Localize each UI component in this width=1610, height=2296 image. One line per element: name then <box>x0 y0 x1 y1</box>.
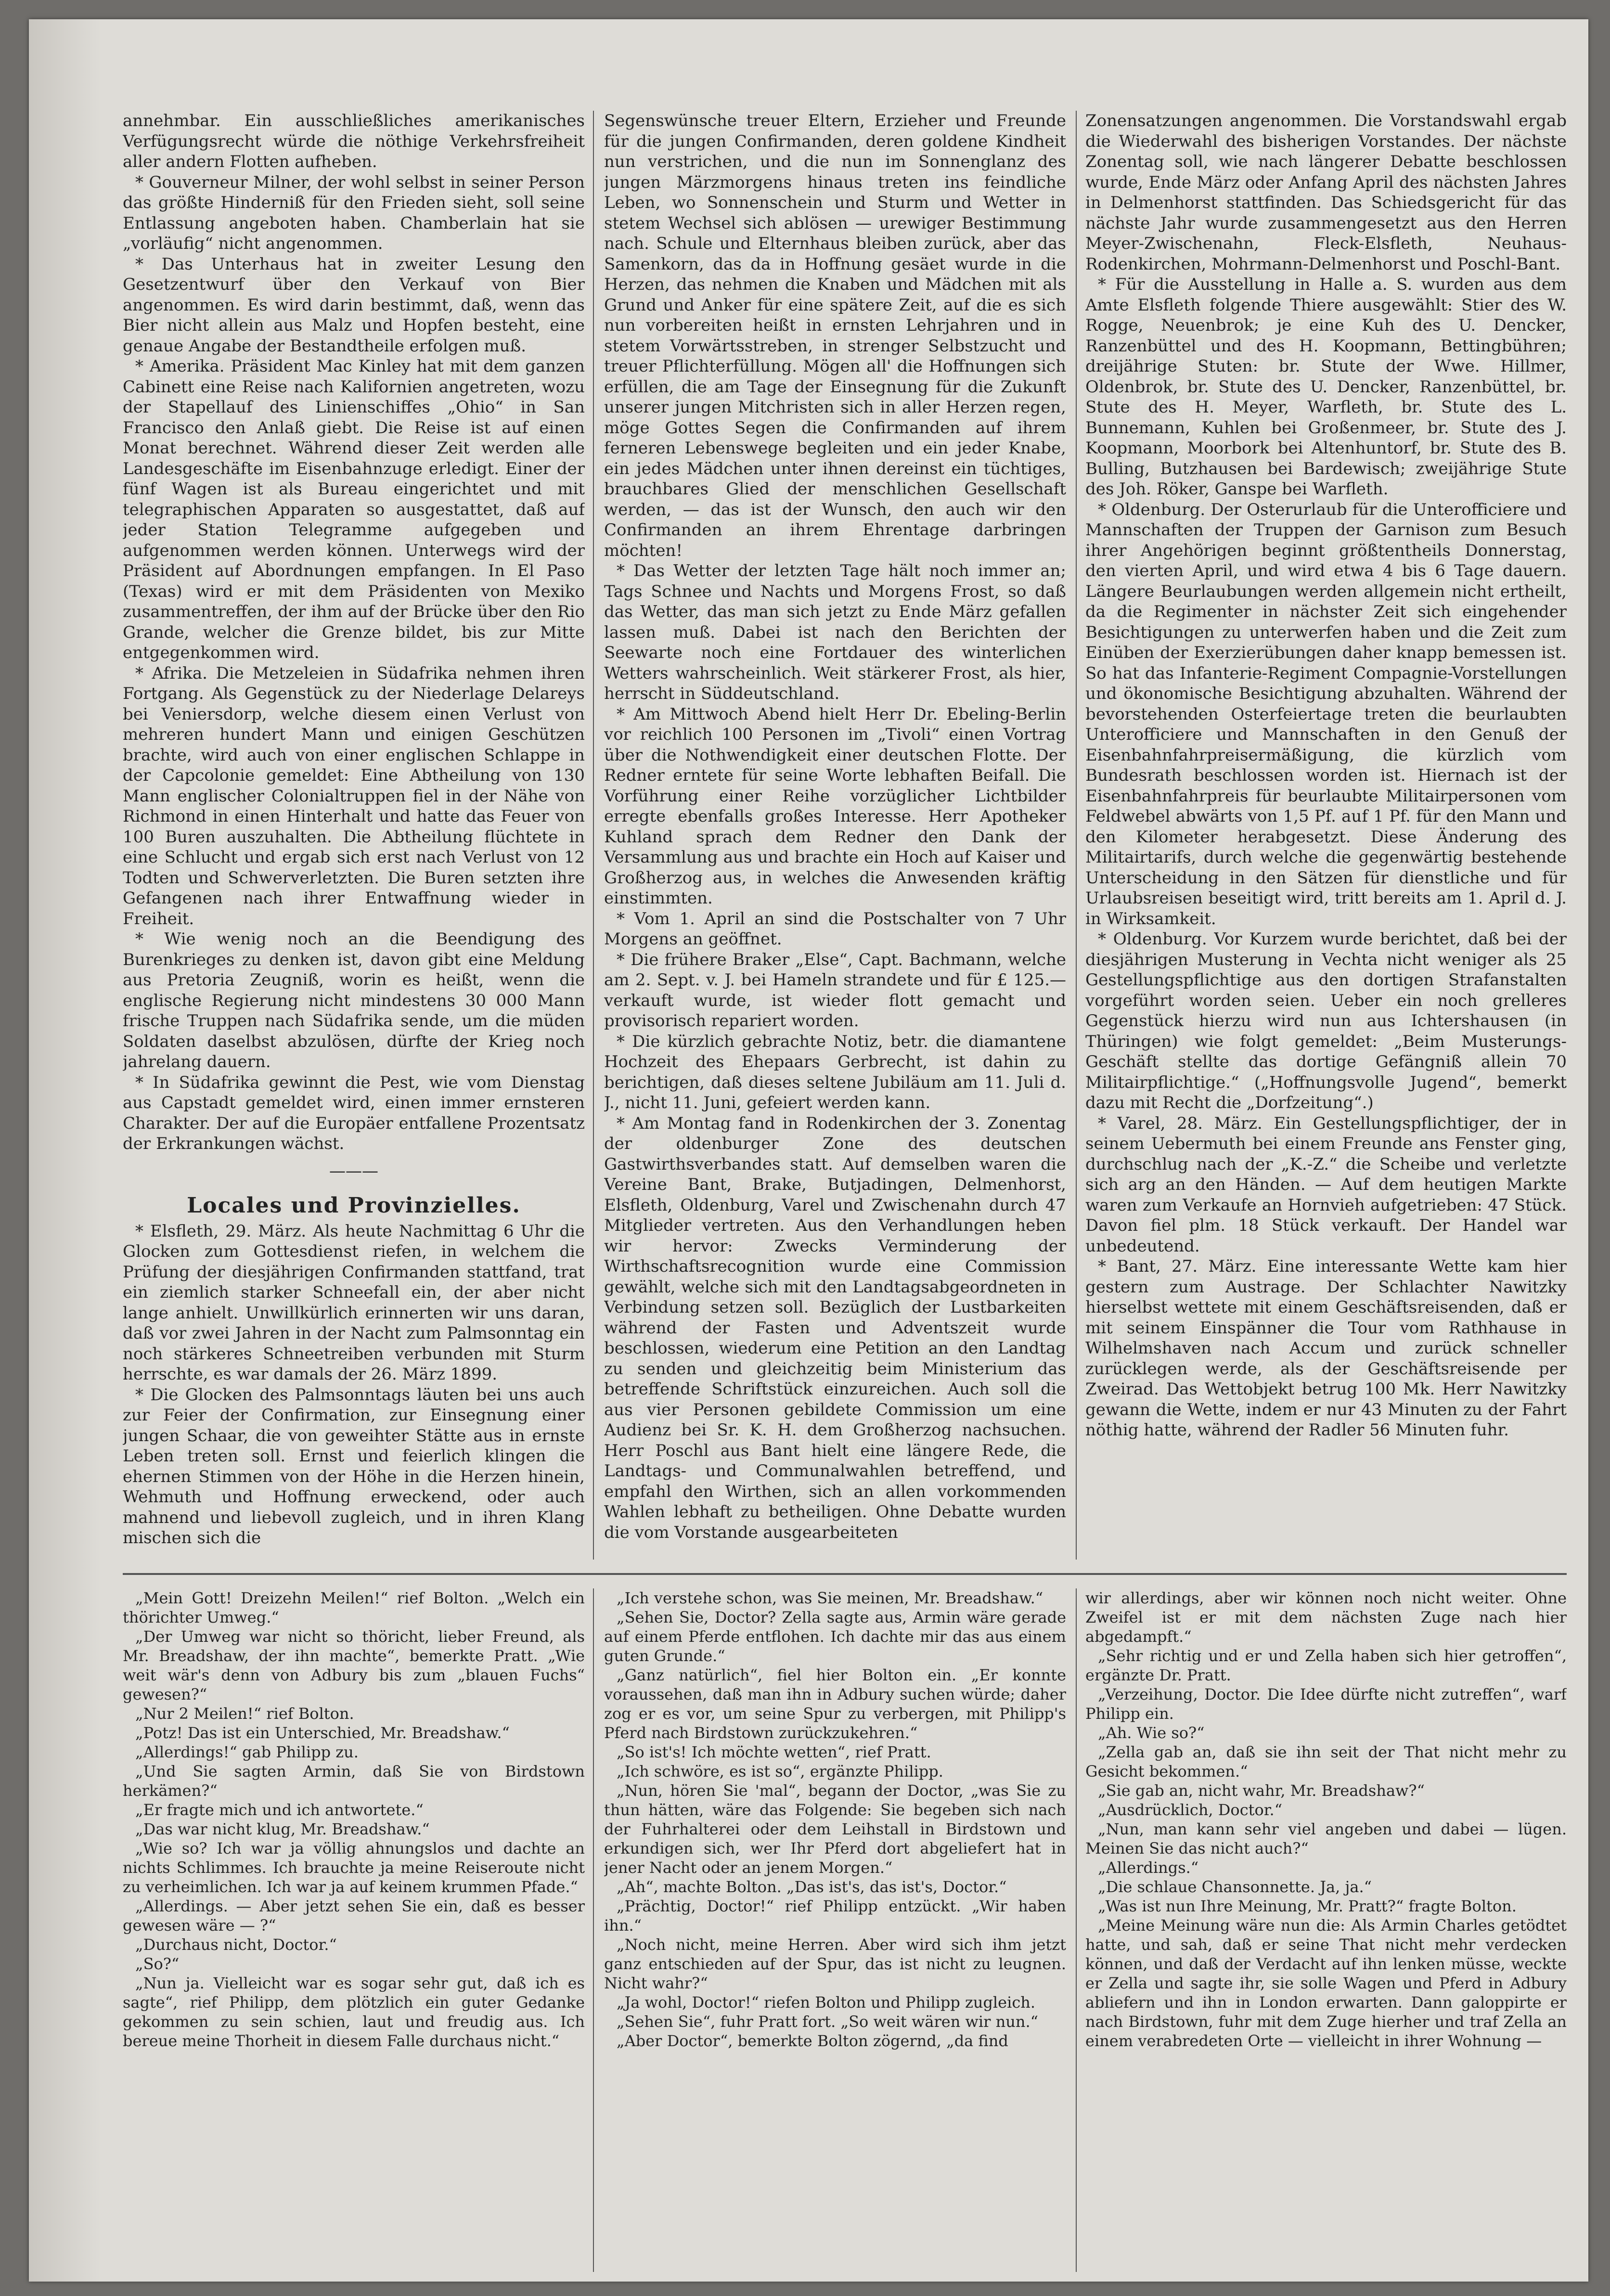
article-paragraph: * Die kürzlich gebrachte Notiz, betr. die diamantene Hochzeit des Ehepaars Gerbrecht, ist dahin zu berichtigen, daß dieses seltene Jubiläum am 11. Juli d. J., nicht 11. Juni, gefeiert werden kann. <box>604 1032 1066 1112</box>
dialogue-line: „Allerdings.“ <box>1098 1858 1199 1877</box>
dialogue-line: „Allerdings!“ gab Philipp zu. <box>135 1743 359 1761</box>
article-paragraph: * Oldenburg. Vor Kurzem wurde berichtet, daß bei der diesjährigen Musterung in Vechta nicht weniger als 25 Gestellungspflichtige aus den dortigen Strafanstalten vorgeführt worden seien. Ueber ein noch grelleres Gegenstück hierzu wird nun aus Ichtershausen (in Thüringen) wie folgt gemeldet: „Beim Musterungs-Geschäft stellte das dortige Gefängniß allein 70 Militairpflichtige.“ („Hoffnungsvolle Jugend“, bemerkt dazu mit Recht die „Dorfzeitung“.) <box>1085 929 1567 1112</box>
section-separator: ——— <box>329 1161 378 1181</box>
section-title: Locales und Provinzielles. <box>187 1193 521 1218</box>
dialogue-line: „Sie gab an, nicht wahr, Mr. Breadshaw?“ <box>1098 1781 1425 1800</box>
article-paragraph: * Das Wetter der letzten Tage hält noch immer an; Tags Schnee und Nachts und Morgens Frost, so daß das Wetter, das man sich jetzt zu Ende März gefallen lassen muß. Dabei ist nach den Berichten der Seewarte noch eine Fortdauer des winterlichen Wetters wahrscheinlich. Weit stärkerer Frost, als hier, herrscht in Süddeutschland. <box>604 561 1066 703</box>
local-paragraph: * Elsfleth, 29. März. Als heute Nachmittag 6 Uhr die Glocken zum Gottesdienst riefen, in welchem die Prüfung der diesjährigen Confirmanden stattfand, trat ein ziemlich starker Schneefall ein, der aber nicht lange anhielt. Unwillkürlich erinnerten wir uns daran, daß vor zwei Jahren in der Nacht zum Palmsonntag ein noch stärkeres Schneetreiben verbunden mit Sturm herrschte, es war damals der 26. März 1899. <box>123 1221 585 1384</box>
dialogue-line: „So?“ <box>135 1955 180 1973</box>
article-paragraph: * Amerika. Präsident Mac Kinley hat mit dem ganzen Cabinett eine Reise nach Kalifornien angetreten, wozu der Stapellauf des Linienschiffes „Ohio“ in San Francisco den Anlaß giebt. Die Reise ist auf einen Monat berechnet. Während dieser Zeit werden alle Landesgeschäfte im Eisenbahnzuge erledigt. Einer der fünf Wagen ist als Bureau eingerichtet und mit telegraphischen Apparaten so ausgestattet, daß auf jeder Station Telegramme aufgegeben und aufgenommen werden können. Unterwegs wird der Präsident auf Abordnungen empfangen. In El Paso (Texas) wird er mit dem Präsidenten von Mexiko zusammentreffen, der ihm auf der Brücke über den Rio Grande, welcher die Grenze bildet, bis zur Mitte entgegenkommen wird. <box>123 357 585 662</box>
dialogue-line: „Meine Meinung wäre nun die: Als Armin Charles getödtet hatte, und sah, daß er seine That nicht mehr verdecken können, und daß der Verdacht auf ihn lenken müsse, weckte er Zella und sagte ihr, sie solle Wagen und Pferd in Adbury abliefern und ihn in London erwarten. Dann galoppirte er nach Birdstown, fuhr mit dem Zuge hierher und traf Zella an einem verabredeten Orte — vielleicht in ihrer Wohnung — <box>1085 1916 1567 2050</box>
article-paragraph: * Wie wenig noch an die Beendigung des Burenkrieges zu denken ist, davon gibt eine Meldung aus Pretoria Zeugniß, worin es heißt, wenn die englische Regierung nicht mindestens 30 000 Mann frische Truppen nach Südafrika sende, um die müden Soldaten daselbst abzulösen, dürfte der Krieg noch jahrelang dauern. <box>123 929 585 1071</box>
article-paragraph: Zonensatzungen angenommen. Die Vorstandswahl ergab die Wiederwahl des bisherigen Vorstandes. Der nächste Zonentag soll, wie nach längerer Debatte beschlossen wurde, Ende März oder Anfang April des nächsten Jahres in Delmenhorst stattfinden. Das Schiedsgericht für das nächste Jahr wurde zusammengesetzt aus den Herren Meyer-Zwischenahn, Fleck-Elsfleth, Neuhaus-Rodenkirchen, Mohrmann-Delmenhorst und Poschl-Bant. <box>1085 111 1567 274</box>
article-paragraph: * Oldenburg. Der Osterurlaub für die Unterofficiere und Mannschaften der Truppen der Garnison zum Besuch ihrer Angehörigen beginnt größtentheils Donnerstag, den vierten April, und wird etwa 4 bis 6 Tage dauern. Längere Beurlaubungen werden allgemein nicht ertheilt, da die Regimenter in nächster Zeit sich eingehender Besichtigungen zu unterwerfen haben und die Zeit zum Einüben der Exerzierübungen daher knapp bemessen ist. So hat das Infanterie-Regiment Compagnie-Vorstellungen und ökonomische Besichtigung abzuhalten. Während der bevorstehenden Osterfeiertage treten die beurlaubten Unterofficiere und Mannschaften in den Genuß der Eisenbahnfahrpreisermäßigung, die kürzlich vom Bundesrath beschlossen worden ist. Hiernach ist der Eisenbahnfahrpreis für beurlaubte Militairpersonen vom Feldwebel abwärts von 1,5 Pf. auf 1 Pf. für den Mann und den Kilometer herabgesetzt. Diese Änderung des Militairtarifs, durch welche die gegenwärtig bestehende Unterscheidung in den Sätzen für dienstliche und für Urlaubsreisen beseitigt wird, tritt bereits am 1. April d. J. in Wirksamkeit. <box>1085 500 1567 929</box>
article-paragraph: Segenswünsche treuer Eltern, Erzieher und Freunde für die jungen Confirmanden, deren goldene Kindheit nun verstrichen, und die nun im Sonnenglanz des jungen Märzmorgens hinaus treten ins feindliche Leben, wo Sonnenschein und Sturm und Wetter in stetem Wechsel sich ablösen — urewiger Bestimmung nach. Schule und Elternhaus bleiben zurück, aber das Samenkorn, das da in Hoffnung gesäet wurde in die Herzen, das nehmen die Knaben und Mädchen mit als Grund und Anker für eine spätere Zeit, auf die es sich nun vorbereiten heißt in ernsten Lehrjahren und in stetem Vorwärtsstreben, in strenger Selbstzucht und treuer Pflichterfüllung. Mögen all' die Hoffnungen sich erfüllen, die am Tage der Einsegnung für die Zukunft unserer jungen Mitchristen sich in aller Herzen regen, möge Gottes Segen die Confirmanden auf ihrem ferneren Lebenswege begleiten und ein jeder Knabe, ein jedes Mädchen unter ihnen dereinst ein tüchtiges, brauchbares Glied der menschlichen Gesellschaft werden, — das ist der Wunsch, den auch wir den Confirmanden an ihrem Ehrentage darbringen möchten! <box>604 111 1066 560</box>
dialogue-line: wir allerdings, aber wir können noch nicht weiter. Ohne Zweifel ist er mit dem nächsten Zuge nach hier abgedampft.“ <box>1085 1589 1567 1646</box>
column-2 <box>604 111 1066 1560</box>
article-paragraph: * Afrika. Die Metzeleien in Südafrika nehmen ihren Fortgang. Als Gegenstück zu der Niederlage Delareys bei Veniersdorp, welche diesem einen Verlust von mehreren hundert Mann und einigen Geschützen brachte, wird auch von einer englischen Schlappe in der Capcolonie gemeldet: Eine Abtheilung von 130 Mann englischer Colonialtruppen fiel in der Nähe von Richmond in einen Hinterhalt und hatte das Feuer von 100 Buren auszuhalten. Die Abtheilung flüchtete in eine Schlucht und ergab sich erst nach Verlust von 12 Todten und Schwerverletzten. Die Buren setzten ihre Gefangenen nach ihrer Entwaffnung wieder in Freiheit. <box>123 663 585 929</box>
feuilleton-column-2 <box>604 1588 1066 2272</box>
column-3 <box>1085 111 1567 1560</box>
dialogue-line: „Was ist nun Ihre Meinung, Mr. Pratt?“ fragte Bolton. <box>1098 1897 1517 1915</box>
article-paragraph: * Varel, 28. März. Ein Gestellungspflichtiger, der in seinem Uebermuth bei einem Freunde ans Fenster ging, durchschlug nach der „K.-Z.“ die Scheibe und verletzte sich arg an den Händen. — Auf dem heutigen Markte waren zum Verkaufe an Hornvieh aufgetrieben: 47 Stück. Davon fiel plm. 18 Stück verkauft. Der Handel war unbedeutend. <box>1085 1113 1567 1256</box>
article-paragraph: * In Südafrika gewinnt die Pest, wie vom Dienstag aus Capstadt gemeldet wird, einen immer ernsteren Charakter. Der auf die Europäer entfallene Prozentsatz der Erkrankungen wächst. <box>123 1072 585 1153</box>
dialogue-line: „Die schlaue Chansonnette. Ja, ja.“ <box>1098 1878 1372 1896</box>
dialogue-line: „Ja wohl, Doctor!“ riefen Bolton und Philipp zugleich. <box>617 1993 1036 2012</box>
dialogue-line: „Durchaus nicht, Doctor.“ <box>135 1935 337 1954</box>
dialogue-line: „Verzeihung, Doctor. Die Idee dürfte nicht zutreffen“, warf Philipp ein. <box>1085 1685 1567 1723</box>
article-paragraph: annehmbar. Ein ausschließliches amerikanisches Verfügungsrecht würde die nöthige Verkehrsfreiheit aller andern Flotten aufheben. <box>123 111 585 171</box>
dialogue-line: „Zella gab an, daß sie ihn seit der That nicht mehr zu Gesicht bekommen.“ <box>1085 1743 1567 1780</box>
dialogue-line: „Nun, hören Sie 'mal“, begann der Doctor, „was Sie zu thun hätten, wäre das Folgende: Sie begeben sich nach der Fuhrhalterei oder dem Leihstall in Birdstown und erkundigen sich, wer Ihr Pferd dort abgeliefert hat in jener Nacht oder an jenem Morgen.“ <box>604 1781 1066 1877</box>
dialogue-line: „Ich schwöre, es ist so“, ergänzte Philipp. <box>617 1762 943 1780</box>
dialogue-line: „Wie so? Ich war ja völlig ahnungslos und dachte an nichts Schlimmes. Ich brauchte ja meine Reiseroute nicht zu verheimlichen. Ich war ja auf keinem krummen Pfade.“ <box>123 1839 585 1896</box>
feuilleton-column-1 <box>123 1588 585 2272</box>
dialogue-line: „Ausdrücklich, Doctor.“ <box>1098 1801 1283 1819</box>
dialogue-line: „Der Umweg war nicht so thöricht, lieber Freund, als Mr. Breadshaw, der ihn machte“, bemerkte Pratt. „Wie weit wär's denn von Adbury bis zum „blauen Fuchs“ gewesen?“ <box>123 1627 585 1703</box>
dialogue-line: „So ist's! Ich möchte wetten“, rief Pratt. <box>617 1743 931 1761</box>
local-paragraph: * Die Glocken des Palmsonntags läuten bei uns auch zur Feier der Confirmation, zur Einsegnung einer jungen Schaar, die von geweihter Stätte aus in ernste Leben treten soll. Ernst und feierlich klingen die ehernen Stimmen von der Höhe in die Herzen hinein, Wehmuth und Hoffnung erweckend, oder auch mahnend und liebevoll zugleich, und in ihren Klang mischen sich die <box>123 1385 585 1548</box>
dialogue-line: „Sehr richtig und er und Zella haben sich hier getroffen“, ergänzte Dr. Pratt. <box>1085 1647 1567 1684</box>
article-paragraph: * Bant, 27. März. Eine interessante Wette kam hier gestern zum Austrage. Der Schlachter Nawitzky hierselbst wettete mit einem Geschäftsreisenden, daß er mit seinem Einspänner die Tour vom Rathhause in Wilhelmshaven nach Accum und zurück schneller zurücklegen werde, als der Geschäftsreisende per Zweirad. Das Wettobjekt betrug 100 Mk. Herr Nawitzky gewann die Wette, indem er nur 43 Minuten zu der Fahrt nöthig hatte, während der Radler 56 Minuten fuhr. <box>1085 1257 1567 1440</box>
dialogue-line: „Ich verstehe schon, was Sie meinen, Mr. Breadshaw.“ <box>617 1589 1043 1607</box>
dialogue-line: „Das war nicht klug, Mr. Breadshaw.“ <box>135 1820 430 1838</box>
article-paragraph: * Am Montag fand in Rodenkirchen der 3. Zonentag der oldenburger Zone des deutschen Gastwirthsverbandes statt. Auf demselben waren die Vereine Bant, Brake, Butjadingen, Delmenhorst, Elsfleth, Oldenburg, Varel und Zwischenahn durch 47 Mitglieder vertreten. Aus den Verhandlungen heben wir hervor: Zwecks Verminderung der Wirthschaftsrecognition wurde eine Commission gewählt, welche sich mit den Landtagsabgeordneten in Verbindung setzen soll. Bezüglich der Lustbarkeiten während der Fasten und Adventszeit wurde beschlossen, wiederum eine Petition an den Landtag zu senden und gleichzeitig beim Ministerium das betreffende Schriftstück einzureichen. Auch soll die aus vier Personen gebildete Commission um eine Audienz bei Sr. K. H. dem Großherzog nachsuchen. Herr Poschl aus Bant hielt eine längere Rede, die Landtags- und Communalwahlen betreffend, und empfahl den Wirthen, sich an allen vorkommenden Wahlen lebhaft zu betheiligen. Ohne Debatte wurden die vom Vorstande ausgearbeiteten <box>604 1113 1066 1542</box>
feuilleton-rule <box>123 1573 1567 1575</box>
dialogue-line: „Noch nicht, meine Herren. Aber wird sich ihm jetzt ganz entschieden auf der Spur, das ist nicht zu leugnen. Nicht wahr?“ <box>604 1935 1066 1992</box>
dialogue-line: „Nur 2 Meilen!“ rief Bolton. <box>135 1704 354 1723</box>
article-paragraph: * Die frühere Braker „Else“, Capt. Bachmann, welche am 2. Sept. v. J. bei Hameln strandete und für £ 125.— verkauft wurde, ist wieder flott gemacht und provisorisch repariert worden. <box>604 950 1066 1031</box>
dialogue-line: „Und Sie sagten Armin, daß Sie von Birdstown herkämen?“ <box>123 1762 585 1800</box>
article-paragraph: * Für die Ausstellung in Halle a. S. wurden aus dem Amte Elsfleth folgende Thiere ausgewählt: Stier des W. Rogge, Neuenbrok; je eine Kuh des U. Dencker, Ranzenbüttel und des H. Koopmann, Bettingbühren; dreijährige Stuten: br. Stute der Wwe. Hillmer, Oldenbrok, br. Stute des U. Dencker, Ranzenbüttel, br. Stute des H. Meyer, Warfleth, br. Stute des L. Bunnemann, Kuhlen bei Großenmeer, br. Stute des J. Koopmann, Moorbork bei Altenhuntorf, br. Stute des B. Bulling, Butzhausen bei Bardewisch; zweijährige Stute des Joh. Röker, Ganspe bei Warfleth. <box>1085 275 1567 499</box>
page-spine-shadow <box>29 19 101 2282</box>
feuilleton-column-3 <box>1085 1588 1567 2272</box>
column-rule <box>593 111 594 1560</box>
dialogue-line: „Prächtig, Doctor!“ rief Philipp entzückt. „Wir haben ihn.“ <box>604 1897 1066 1935</box>
article-paragraph: * Gouverneur Milner, der wohl selbst in seiner Person das größte Hinderniß für den Frieden sieht, soll seine Entlassung angeboten haben. Chamberlain hat sie „vorläufig“ nicht angenommen. <box>123 172 585 253</box>
dialogue-line: „Ah. Wie so?“ <box>1098 1724 1205 1742</box>
column-rule <box>1076 1588 1077 2272</box>
dialogue-line: „Allerdings. — Aber jetzt sehen Sie ein, daß es besser gewesen wäre — ?“ <box>123 1897 585 1935</box>
dialogue-line: „Aber Doctor“, bemerkte Bolton zögernd, „da find <box>617 2032 1008 2050</box>
dialogue-line: „Sehen Sie“, fuhr Pratt fort. „So weit wären wir nun.“ <box>617 2012 1038 2031</box>
dialogue-line: „Er fragte mich und ich antwortete.“ <box>135 1801 424 1819</box>
dialogue-line: „Ganz natürlich“, fiel hier Bolton ein. „Er konnte voraussehen, daß man ihn in Adbury suchen würde; daher zog er es vor, um seine Spur zu verbergen, mit Philipp's Pferd nach Birdstown zurückzukehren.“ <box>604 1666 1066 1742</box>
article-paragraph: * Am Mittwoch Abend hielt Herr Dr. Ebeling-Berlin vor reichlich 100 Personen im „Tivoli“ einen Vortrag über die Nothwendigkeit einer deutschen Flotte. Der Redner erntete für seine Worte lebhaften Beifall. Die Vorführung einer Reihe vorzüglicher Lichtbilder erregte ebenfalls großes Interesse. Herr Apotheker Kuhland sprach dem Redner den Dank der Versammlung aus und brachte ein Hoch auf Kaiser und Großherzog aus, in welches die Anwesenden kräftig einstimmten. <box>604 704 1066 908</box>
column-rule <box>1076 111 1077 1560</box>
dialogue-line: „Mein Gott! Dreizehn Meilen!“ rief Bolton. „Welch ein thörichter Umweg.“ <box>123 1589 585 1626</box>
newspaper-page <box>29 19 1588 2282</box>
dialogue-line: „Ah“, machte Bolton. „Das ist's, das ist's, Doctor.“ <box>617 1878 1007 1896</box>
dialogue-line: „Nun ja. Vielleicht war es sogar sehr gut, daß ich es sagte“, rief Philipp, dem plötzlich ein guter Gedanke gekommen zu sein schien, laut und freudig aus. Ich bereue meine Thorheit in diesem Falle durchaus nicht.“ <box>123 1974 585 2050</box>
column-1 <box>123 111 585 1560</box>
column-rule <box>593 1588 594 2272</box>
dialogue-line: „Potz! Das ist ein Unterschied, Mr. Breadshaw.“ <box>135 1724 510 1742</box>
dialogue-line: „Sehen Sie, Doctor? Zella sagte aus, Armin wäre gerade auf einem Pferde entflohen. Ich dachte mir das aus einem guten Grunde.“ <box>604 1608 1066 1665</box>
article-paragraph: * Das Unterhaus hat in zweiter Lesung den Gesetzentwurf über den Verkauf von Bier angenommen. Es wird darin bestimmt, daß, wenn das Bier nicht allein aus Malz und Hopfen besteht, eine genaue Angabe der Bestandtheile erfolgen muß. <box>123 254 585 356</box>
article-paragraph: * Vom 1. April an sind die Postschalter von 7 Uhr Morgens an geöffnet. <box>604 909 1066 949</box>
dialogue-line: „Nun, man kann sehr viel angeben und dabei — lügen. Meinen Sie das nicht auch?“ <box>1085 1820 1567 1857</box>
